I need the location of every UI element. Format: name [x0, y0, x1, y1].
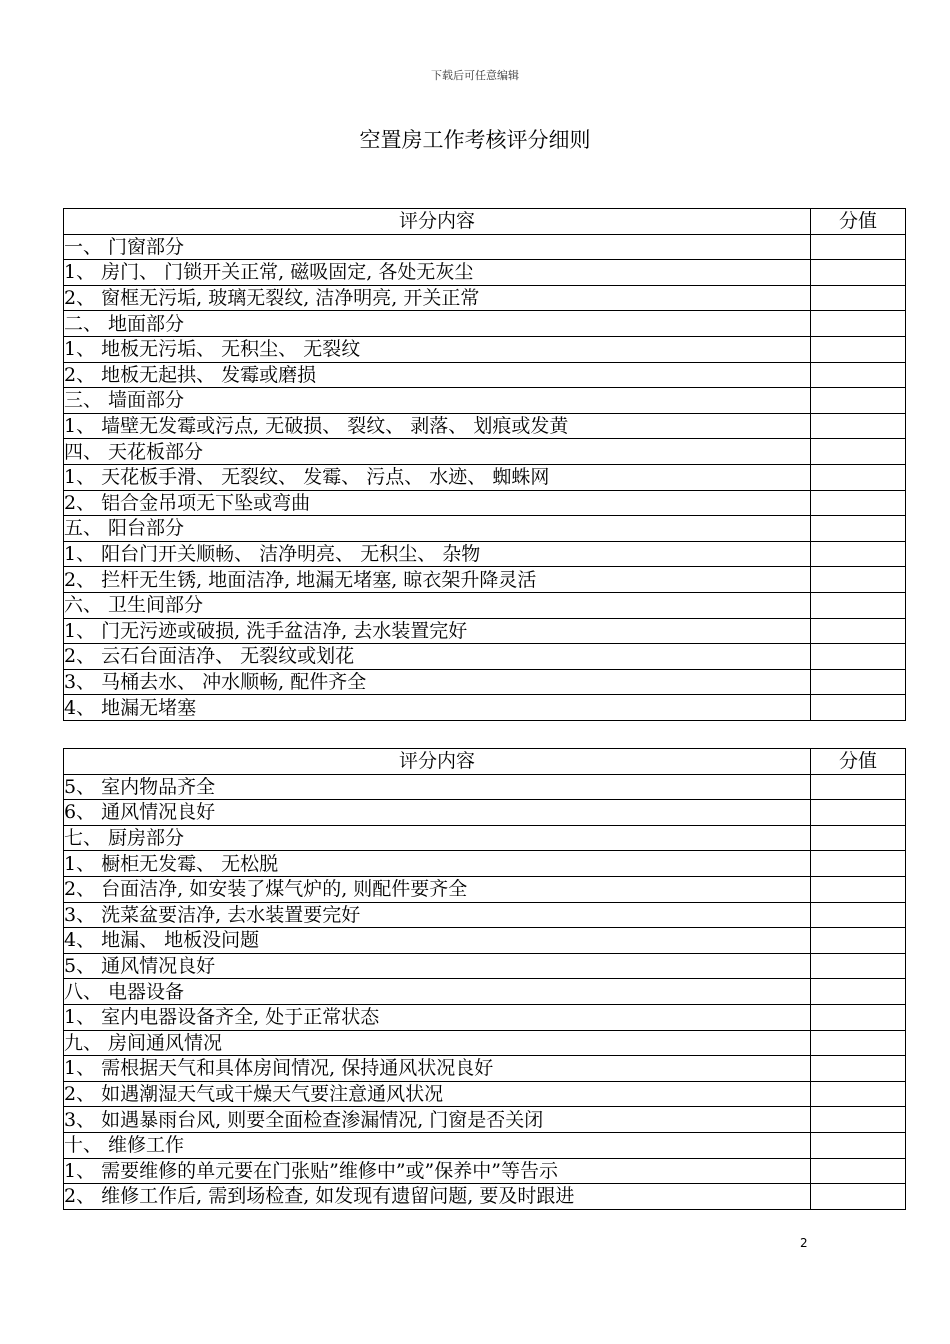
criterion-text: 5、 室内物品齐全	[64, 774, 811, 800]
section-title: 四、 天花板部分	[64, 439, 811, 465]
criterion-text: 4、 地漏无堵塞	[64, 695, 811, 721]
criterion-text: 2、 如遇潮湿天气或干燥天气要注意通风状况	[64, 1081, 811, 1107]
criterion-text: 1、 需要维修的单元要在门张贴”维修中”或”保养中”等告示	[64, 1158, 811, 1184]
score-cell	[811, 644, 906, 670]
criterion-text: 5、 通风情况良好	[64, 953, 811, 979]
criterion-text: 1、 墙壁无发霉或污点, 无破损、 裂纹、 剥落、 划痕或发黄	[64, 413, 811, 439]
score-cell	[811, 362, 906, 388]
section-title: 二、 地面部分	[64, 311, 811, 337]
score-cell	[811, 234, 906, 260]
item-row	[64, 362, 906, 388]
table-header-row	[64, 749, 906, 775]
item-row	[64, 413, 906, 439]
item-row	[64, 567, 906, 593]
item-row	[64, 285, 906, 311]
section-row	[64, 1030, 906, 1056]
score-cell	[811, 285, 906, 311]
item-row	[64, 953, 906, 979]
table-header-row	[64, 209, 906, 235]
item-row	[64, 464, 906, 490]
score-cell	[811, 1158, 906, 1184]
criterion-text: 3、 洗菜盆要洁净, 去水装置要完好	[64, 902, 811, 928]
section-row	[64, 311, 906, 337]
section-title: 三、 墙面部分	[64, 388, 811, 414]
criterion-text: 1、 地板无污垢、 无积尘、 无裂纹	[64, 336, 811, 362]
header-note: 下载后可任意编辑	[431, 69, 519, 82]
criterion-text: 2、 窗框无污垢, 玻璃无裂纹, 洁净明亮, 开关正常	[64, 285, 811, 311]
score-cell	[811, 464, 906, 490]
item-row	[64, 644, 906, 670]
score-cell	[811, 311, 906, 337]
criterion-text: 6、 通风情况良好	[64, 800, 811, 826]
criterion-text: 2、 地板无起拱、 发霉或磨损	[64, 362, 811, 388]
item-row	[64, 1081, 906, 1107]
score-cell	[811, 902, 906, 928]
score-cell	[811, 928, 906, 954]
section-title: 七、 厨房部分	[64, 825, 811, 851]
item-row	[64, 336, 906, 362]
item-row	[64, 490, 906, 516]
criterion-text: 1、 房门、 门锁开关正常, 磁吸固定, 各处无灰尘	[64, 260, 811, 286]
item-row	[64, 876, 906, 902]
score-cell	[811, 1004, 906, 1030]
criterion-text: 2、 拦杆无生锈, 地面洁净, 地漏无堵塞, 晾衣架升降灵活	[64, 567, 811, 593]
score-cell	[811, 1030, 906, 1056]
section-row	[64, 1132, 906, 1158]
score-cell	[811, 876, 906, 902]
criterion-text: 1、 需根据天气和具体房间情况, 保持通风状况良好	[64, 1056, 811, 1082]
item-row	[64, 774, 906, 800]
column-header-content: 评分内容	[64, 749, 811, 775]
criterion-text: 2、 铝合金吊项无下坠或弯曲	[64, 490, 811, 516]
item-row	[64, 618, 906, 644]
item-row	[64, 928, 906, 954]
score-cell	[811, 1107, 906, 1133]
criterion-text: 4、 地漏、 地板没问题	[64, 928, 811, 954]
item-row	[64, 851, 906, 877]
score-cell	[811, 953, 906, 979]
criterion-text: 1、 门无污迹或破损, 洗手盆洁净, 去水装置完好	[64, 618, 811, 644]
score-table-1	[63, 208, 906, 721]
item-row	[64, 260, 906, 286]
score-cell	[811, 336, 906, 362]
section-title: 十、 维修工作	[64, 1132, 811, 1158]
item-row	[64, 1107, 906, 1133]
item-row	[64, 669, 906, 695]
item-row	[64, 695, 906, 721]
criterion-text: 1、 橱柜无发霉、 无松脱	[64, 851, 811, 877]
criterion-text: 3、 马桶去水、 冲水顺畅, 配件齐全	[64, 669, 811, 695]
section-title: 六、 卫生间部分	[64, 592, 811, 618]
score-cell	[811, 388, 906, 414]
score-cell	[811, 1132, 906, 1158]
section-row	[64, 234, 906, 260]
score-cell	[811, 490, 906, 516]
section-row	[64, 592, 906, 618]
section-title: 五、 阳台部分	[64, 516, 811, 542]
score-cell	[811, 800, 906, 826]
item-row	[64, 1158, 906, 1184]
score-cell	[811, 260, 906, 286]
document-title: 空置房工作考核评分细则	[359, 128, 591, 152]
item-row	[64, 541, 906, 567]
section-row	[64, 439, 906, 465]
criterion-text: 2、 台面洁净, 如安装了煤气炉的, 则配件要齐全	[64, 876, 811, 902]
page-number: 2	[800, 1236, 808, 1250]
table-body-1	[64, 234, 906, 720]
score-cell	[811, 541, 906, 567]
section-title: 九、 房间通风情况	[64, 1030, 811, 1056]
score-cell	[811, 979, 906, 1005]
table-body-2	[64, 774, 906, 1209]
section-row	[64, 516, 906, 542]
criterion-text: 2、 维修工作后, 需到场检查, 如发现有遗留问题, 要及时跟进	[64, 1184, 811, 1210]
item-row	[64, 1056, 906, 1082]
column-header-score: 分值	[811, 209, 906, 235]
section-title: 一、 门窗部分	[64, 234, 811, 260]
item-row	[64, 1004, 906, 1030]
score-cell	[811, 851, 906, 877]
score-cell	[811, 592, 906, 618]
score-cell	[811, 516, 906, 542]
score-cell	[811, 413, 906, 439]
item-row	[64, 902, 906, 928]
criterion-text: 1、 天花板手滑、 无裂纹、 发霉、 污点、 水迹、 蜘蛛网	[64, 464, 811, 490]
score-cell	[811, 439, 906, 465]
column-header-content: 评分内容	[64, 209, 811, 235]
item-row	[64, 800, 906, 826]
criterion-text: 1、 室内电器设备齐全, 处于正常状态	[64, 1004, 811, 1030]
score-cell	[811, 774, 906, 800]
score-cell	[811, 669, 906, 695]
criterion-text: 1、 阳台门开关顺畅、 洁净明亮、 无积尘、 杂物	[64, 541, 811, 567]
section-row	[64, 825, 906, 851]
score-cell	[811, 1184, 906, 1210]
column-header-score: 分值	[811, 749, 906, 775]
score-table-2	[63, 748, 906, 1210]
section-title: 八、 电器设备	[64, 979, 811, 1005]
section-row	[64, 979, 906, 1005]
item-row	[64, 1184, 906, 1210]
score-cell	[811, 618, 906, 644]
score-cell	[811, 1081, 906, 1107]
score-cell	[811, 567, 906, 593]
criterion-text: 3、 如遇暴雨台风, 则要全面检查渗漏情况, 门窗是否关闭	[64, 1107, 811, 1133]
section-row	[64, 388, 906, 414]
score-cell	[811, 825, 906, 851]
score-cell	[811, 1056, 906, 1082]
criterion-text: 2、 云石台面洁净、 无裂纹或划花	[64, 644, 811, 670]
score-cell	[811, 695, 906, 721]
